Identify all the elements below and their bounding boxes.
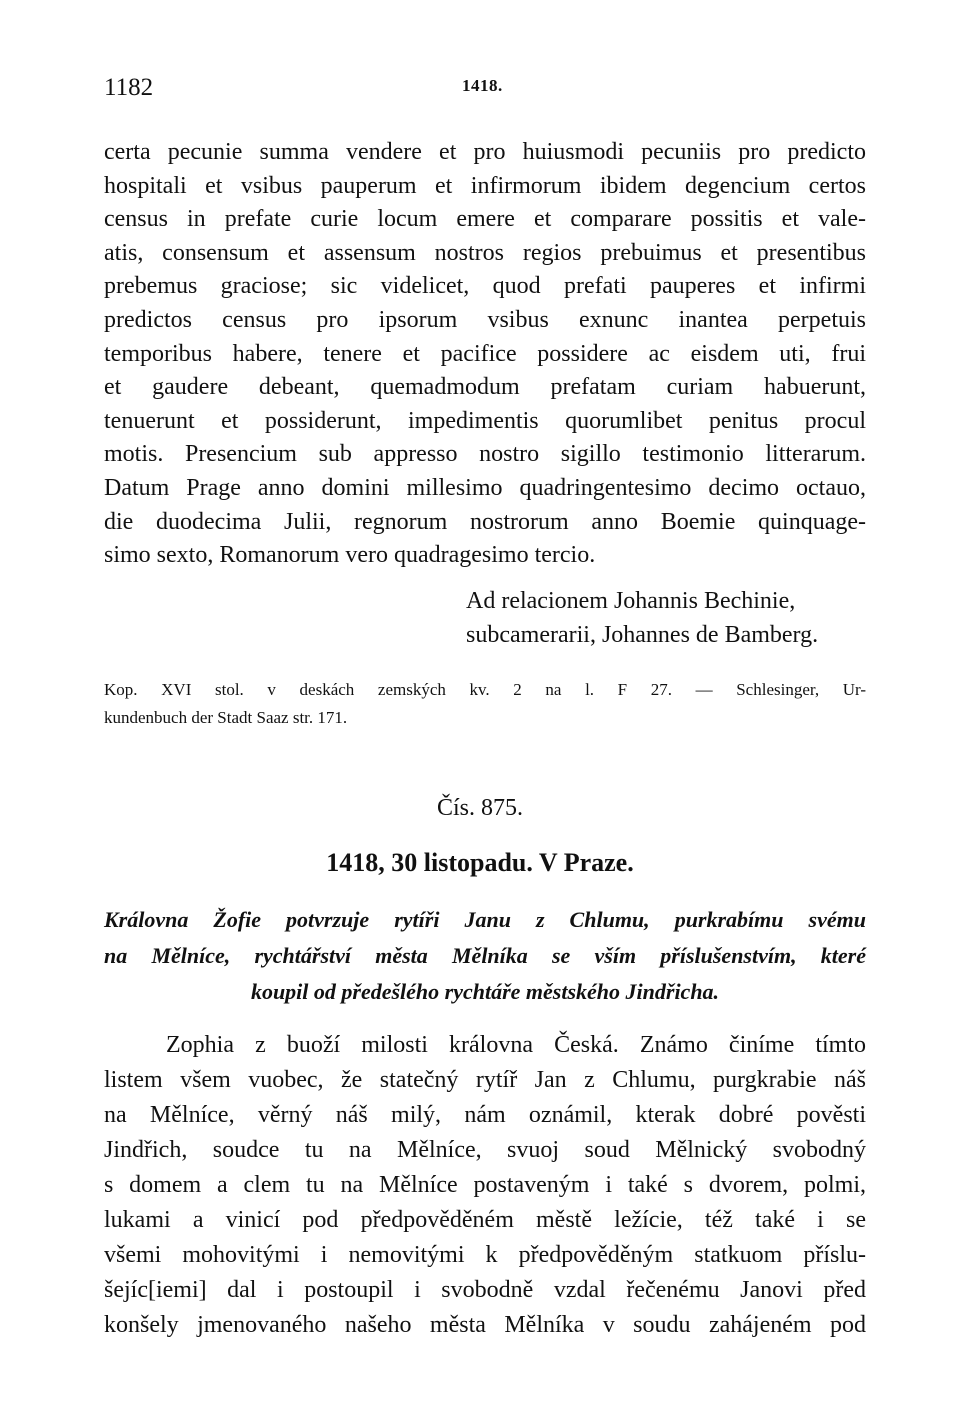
paragraph-latin bbox=[104, 136, 866, 573]
text-line: Jindřich, soudce tu na Mělníce, svuoj soud Mělnický svobodný bbox=[104, 1137, 866, 1163]
page-header bbox=[104, 74, 864, 114]
text-line: konšely jmenovaného našeho města Mělníka v soudu zahájeném pod bbox=[104, 1312, 866, 1338]
page-number: 1182 bbox=[104, 74, 154, 101]
text-line: simo sexto, Romanorum vero quadragesimo tercio. bbox=[104, 542, 596, 569]
paragraph-czech bbox=[104, 1028, 866, 1343]
text-line: všemi mohovitými i nemovitými k předpověděným statkuom příslu- bbox=[104, 1242, 866, 1268]
text-line: hospitali et vsibus pauperum et infirmorum ibidem degencium certos bbox=[104, 172, 866, 199]
dateline: 1418, 30 listopadu. V Praze. bbox=[326, 848, 634, 877]
text-line: Zophia z buoží milosti královna Česká. Známo činíme tímto bbox=[166, 1032, 866, 1058]
source-note bbox=[104, 676, 866, 732]
text-line: census in prefate curie locum emere et comparare possitis et vale- bbox=[104, 206, 866, 233]
note-line: Kop. XVI stol. v deskách zemských kv. 2 na l. F 27. — Schlesinger, Ur- bbox=[104, 680, 866, 699]
regest-line: koupil od předešlého rychtáře městského Jindřicha. bbox=[250, 979, 720, 1004]
text-line: certa pecunie summa vendere et pro huiusmodi pecuniis pro predicto bbox=[104, 139, 866, 165]
text-line: die duodecima Julii, regnorum nostrorum anno Boemie quinquage- bbox=[104, 508, 866, 535]
text-line: temporibus habere, tenere et pacifice possidere ac eisdem uti, frui bbox=[104, 340, 866, 367]
text-line: na Mělníce, věrný náš milý, nám oznámil, kterak dobré pověsti bbox=[104, 1102, 866, 1128]
text-line: predictos census pro ipsorum vsibus exnunc inantea perpetuis bbox=[104, 306, 866, 333]
text-line: prebemus graciose; sic videlicet, quod prefati pauperes et infirmi bbox=[104, 273, 866, 300]
text-line: s domem a clem tu na Mělníce postaveným i také s dvorem, polmi, bbox=[104, 1172, 866, 1198]
note-line: kundenbuch der Stadt Saaz str. 171. bbox=[104, 708, 348, 727]
text-line: listem všem vuobec, že statečný rytíř Jan z Chlumu, purgkrabie náš bbox=[104, 1067, 866, 1093]
running-head: 1418. bbox=[462, 76, 503, 95]
text-line: atis, consensum et assensum nostros regios prebuimus et presentibus bbox=[104, 239, 866, 266]
signature-line: subcamerarii, Johannes de Bamberg. bbox=[466, 621, 819, 648]
text-line: motis. Presencium sub appresso nostro sigillo testimonio litterarum. bbox=[104, 441, 866, 468]
regest-line: na Mělníce, rychtářství města Mělníka se vším příslušenstvím, které bbox=[104, 943, 866, 968]
regest-line: Královna Žofie potvrzuje rytíři Janu z Chlumu, purkrabímu svému bbox=[104, 907, 866, 932]
text-line: tenuerunt et possiderunt, impedimentis quorumlibet penitus procul bbox=[104, 407, 866, 434]
text-line: lukami a vinicí pod předpověděném městě ležície, též také i se bbox=[104, 1207, 866, 1233]
text-line: et gaudere debeant, quemadmodum prefatam curiam habuerunt, bbox=[104, 374, 866, 401]
signature-block bbox=[466, 585, 866, 652]
text-line: šejíc[iemi] dal i postoupil i svobodně vzdal řečenému Janovi před bbox=[104, 1277, 866, 1303]
regest-summary bbox=[104, 902, 866, 1010]
document-number: Čís. 875. bbox=[436, 795, 523, 821]
signature-line: Ad relacionem Johannis Bechinie, bbox=[466, 588, 796, 614]
text-line: Datum Prage anno domini millesimo quadringentesimo decimo octauo, bbox=[104, 474, 866, 501]
